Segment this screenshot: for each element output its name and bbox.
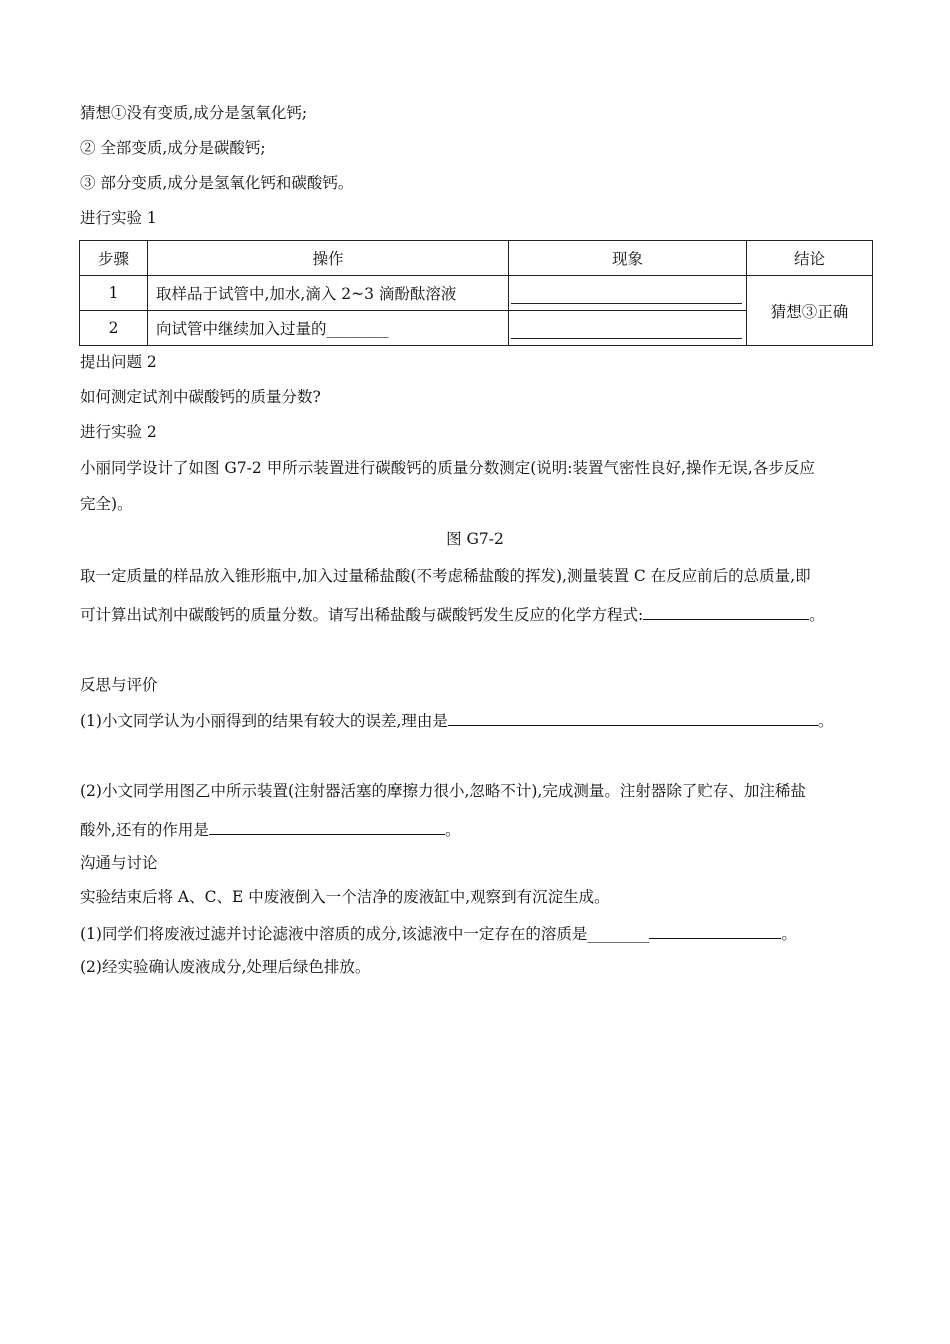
discussion-title: 沟通与讨论 xyxy=(80,854,158,872)
reflection-question-2-text: 酸外,还有的作用是 xyxy=(80,821,209,839)
reflection-answer-2-blank[interactable] xyxy=(209,818,445,835)
table-row xyxy=(80,276,873,311)
reflection-question-2-line-1: (2)小文同学用图乙中所示装置(注射器活塞的摩擦力很小,忽略不计),完成测量。注射器除了贮存、加注稀盐 xyxy=(80,782,806,800)
row-1-phenomenon-blank[interactable] xyxy=(509,276,747,311)
row-1-step: 1 xyxy=(80,276,148,311)
question-2-title: 提出问题 2 xyxy=(80,353,157,371)
hypothesis-2: ② 全部变质,成分是碳酸钙; xyxy=(80,139,266,157)
experiment-2-paragraph-line-1: 小丽同学设计了如图 G7-2 甲所示装置进行碳酸钙的质量分数测定(说明:装置气密性良好,操作无误,各步反应 xyxy=(80,459,815,477)
equation-question xyxy=(80,603,825,625)
equation-answer-blank[interactable] xyxy=(643,603,809,620)
question-2-text: 如何测定试剂中碳酸钙的质量分数? xyxy=(80,388,321,406)
period: 。 xyxy=(809,606,825,624)
table-header-row xyxy=(80,241,873,276)
experiment-2-paragraph-line-2: 完全)。 xyxy=(80,495,133,513)
row-2-step: 2 xyxy=(80,311,148,346)
period: 。 xyxy=(444,821,461,839)
reflection-answer-1-blank[interactable] xyxy=(448,709,818,726)
reflection-question-1 xyxy=(80,709,833,731)
experiment-2-paragraph2-line-1: 取一定质量的样品放入锥形瓶中,加入过量稀盐酸(不考虑稀盐酸的挥发),测量装置 C 在反应前后的总质量,即 xyxy=(80,567,811,585)
discussion-question-1-text: (1)同学们将废液过滤并讨论滤液中溶质的成分,该滤液中一定存在的溶质是________ xyxy=(80,925,650,943)
header-conclusion: 结论 xyxy=(747,241,873,276)
period: 。 xyxy=(781,925,797,943)
hypothesis-1: 猜想①没有变质,成分是氢氧化钙; xyxy=(80,104,308,122)
reflection-question-2-line-2 xyxy=(80,818,460,840)
discussion-question-1 xyxy=(80,922,797,944)
discussion-question-2: (2)经实验确认废液成分,处理后绿色排放。 xyxy=(80,958,371,976)
reflection-title: 反思与评价 xyxy=(80,676,158,694)
row-2-operation: 向试管中继续加入过量的________ xyxy=(148,311,509,346)
discussion-text: 实验结束后将 A、C、E 中废液倒入一个洁净的废液缸中,观察到有沉淀生成。 xyxy=(80,888,610,906)
experiment-1-table xyxy=(79,240,873,346)
header-operation: 操作 xyxy=(148,241,509,276)
conclusion-cell: 猜想③正确 xyxy=(747,276,873,346)
figure-caption: 图 G7-2 xyxy=(446,530,504,548)
hypothesis-3: ③ 部分变质,成分是氢氧化钙和碳酸钙。 xyxy=(80,174,354,192)
discussion-answer-1-blank[interactable] xyxy=(649,922,781,939)
row-1-operation: 取样品于试管中,加水,滴入 2~3 滴酚酞溶液 xyxy=(148,276,509,311)
period: 。 xyxy=(817,712,834,730)
row-2-phenomenon-blank[interactable] xyxy=(509,311,747,346)
experiment-1-title: 进行实验 1 xyxy=(80,209,157,227)
experiment-2-title: 进行实验 2 xyxy=(80,423,157,441)
reflection-question-1-text: (1)小文同学认为小丽得到的结果有较大的误差,理由是 xyxy=(80,712,448,730)
header-step: 步骤 xyxy=(80,241,148,276)
header-phenomenon: 现象 xyxy=(509,241,747,276)
equation-question-text: 可计算出试剂中碳酸钙的质量分数。请写出稀盐酸与碳酸钙发生反应的化学方程式: xyxy=(80,606,644,624)
